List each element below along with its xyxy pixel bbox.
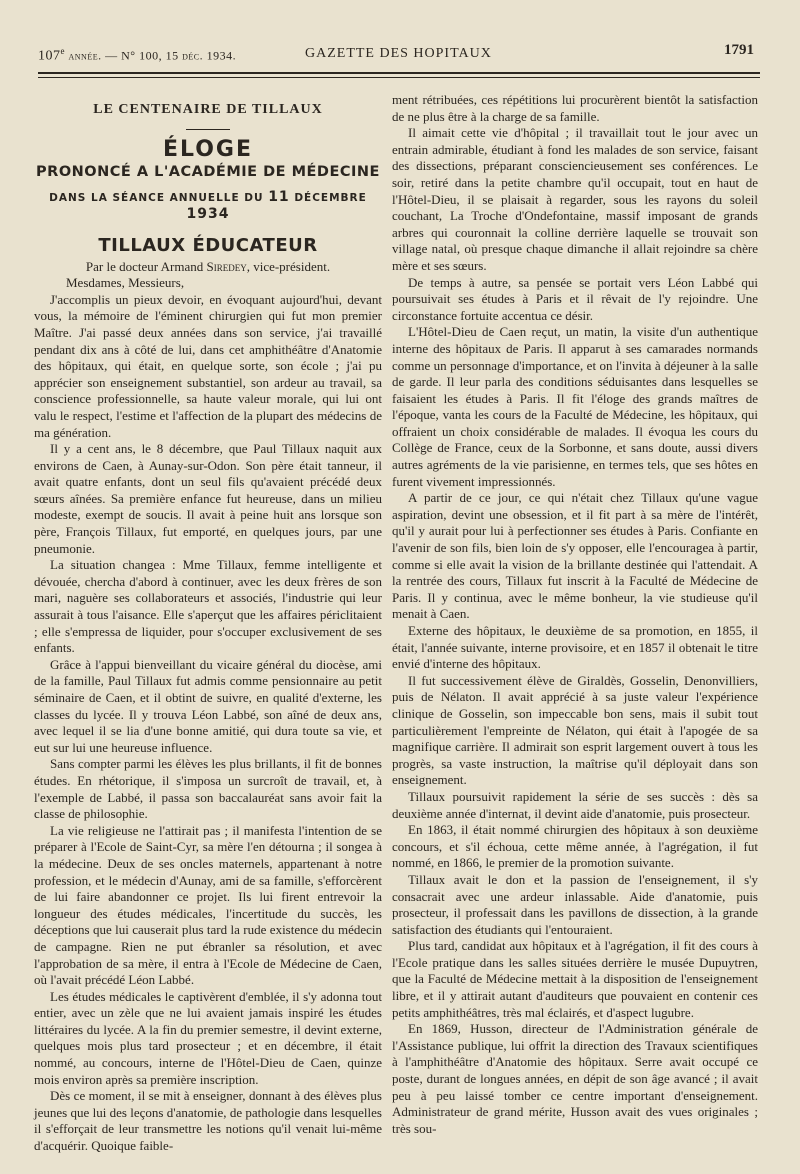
issue-info: [38, 46, 236, 65]
left-column: [34, 92, 382, 1155]
author-line: [34, 259, 382, 276]
paragraph: Il aimait cette vie d'hôpital ; il travaillait tout le jour avec un entrain admirable, étudiant à fond les malades de son service, faisant des dissections, préparant consciencieusement ses conférences. Le soir, retiré dans la petite chambre qu'il occupait, tout en haut de l'Hôtel-Dieu, il se plaisait à regarder, sous les rayons du soleil couchant, La Troche d'Ondefontaine, massif imposant de grands arbres qui couronnait la colline derrière laquelle se trouvait son village natal, où presque chaque dimanche il allait rejoindre sa chère mère et ses sœurs.: [392, 125, 758, 273]
eloge-heading: ÉLOGE: [162, 136, 254, 162]
issue-date: année. — N° 100, 15 déc. 1934.: [65, 48, 237, 63]
paragraph: La situation changea : Mme Tillaux, femme intelligente et dévouée, chercha d'abord à continuer, avec les deux frères de son mari, naguère ses collaborateurs et associés, l'industrie qui leur assurait à tous l'aisance. Elle s'aperçut que les affaires périclitaient ; elle s'empressa de liquider, pour s'occuper exclusivement de ses enfants.: [34, 557, 382, 656]
seance-line: [34, 189, 382, 224]
paragraph: Dès ce moment, il se mit à enseigner, donnant à des élèves plus jeunes que lui des leçons d'anatomie, de pathologie dans lesquelles il s'efforçait de leur transmettre les notions qu'il venait lui-même d'acquérir. Quoique faible-: [34, 1088, 382, 1154]
paragraph: En 1863, il était nommé chirurgien des hôpitaux à son deuxième concours, et s'il échoua, cette même année, à l'agrégation, il fut nommé, en 1866, le premier de la promotion suivante.: [392, 822, 758, 871]
paragraph: Tillaux poursuivit rapidement la série de ses succès : dès sa deuxième année d'internat, il devint aide d'anatomie, puis prosecteur.: [392, 788, 758, 821]
paragraph: L'Hôtel-Dieu de Caen reçut, un matin, la visite d'un authentique interne des hôpitaux de Paris. Il apparut à ses camarades normands comme un personnage d'importance, et on l'invita à déjeuner à la salle de garde. Il leur parla des conditions séduisantes dans lesquelles se faisaient les études à Paris. Il fit l'éloge des grands maîtres de l'époque, vanta les cours de la Faculté de Médecine, les hôpitaux, qui offraient un choix considérable de malades. Il évoqua les cours du Collège de France, ceux de la Sorbonne, et sans doute, aussi divers autres agréments de la vie parisienne, en termes tels, que ses hôtes en furent vivement impressionnés.: [392, 324, 758, 489]
paragraph: De temps à autre, sa pensée se portait vers Léon Labbé qui poursuivait ses études à Paris et il rêvait de l'y rejoindre. Une circonstance fortuite accentua ce désir.: [392, 274, 758, 323]
right-column: [392, 92, 758, 1137]
prononce-heading: PRONONCÉ A L'ACADÉMIE DE MÉDECINE: [36, 164, 380, 181]
paragraph: Il y a cent ans, le 8 décembre, que Paul Tillaux naquit aux environs de Caen, à Aunay-sur-Odon. Son père était tanneur, il avait quatre enfants, dont un seul fils qu'avaient précédé deux sœurs aînées. Sa première enfance fut heureuse, dans un milieu modeste, exempt de soucis. Il avait à peine huit ans lorsque son père, François Tillaux, fut emporté, en quelques jours, par une pneumonie.: [34, 441, 382, 556]
paragraph: La vie religieuse ne l'attirait pas ; il manifesta l'intention de se préparer à l'Ecole de Saint-Cyr, sa mère l'en détourna ; il songea à la médecine. Deux de ses oncles maternels, appartenant à notre profession, et le médecin d'Aunay, ami de sa famille, s'efforcèrent de lui faire abandonner ce projet. Ils lui firent entrevoir la longueur des études médicales, l'incertitude du succès, les déceptions que lui causerait plus tard la rude existence du médecin de campagne. Rien ne put ébranler sa résolution, et avec l'approbation de sa mère, il entra à l'Ecole de Médecine de Caen, où l'avait précédé Léon Labbé.: [34, 822, 382, 988]
paragraph: Externe des hôpitaux, le deuxième de sa promotion, en 1855, il était, l'année suivante, interne provisoire, et en 1857 il obtenait le titre envié d'interne des hôpitaux.: [392, 623, 758, 672]
paragraph: Les études médicales le captivèrent d'emblée, il s'y adonna tout entier, avec un zèle que ne lui avaient jamais inspiré les études littéraires du lycée. A la fin du premier semestre, il devint externe, quelques mois plus tard prosecteur ; et en décembre, il était nommé, au concours, interne de l'Hôtel-Dieu de Caen, quinze mois environ après sa première inscription.: [34, 988, 382, 1087]
seance-year: 1934: [186, 206, 230, 223]
paragraph: Tillaux avait le don et la passion de l'enseignement, il s'y consacrait avec une ardeur inlassable. Aide d'anatomie, puis prosecteur, il professait dans les pavillons de dissection, à la grande satisfaction des étudiants qui l'entouraient.: [392, 871, 758, 937]
paragraph: Sans compter parmi les élèves les plus brillants, il fit de bonnes études. En rhétorique, il s'imposa un surcroît de travail, et, à l'exemple de Labbé, il passa son baccalauréat sans avoir fait la classe de philosophie.: [34, 756, 382, 822]
paragraph: A partir de ce jour, ce qui n'était chez Tillaux qu'une vague aspiration, devint une obsession, et il fit part à sa mère de l'intérêt, qu'il y aurait pour lui à perfectionner ses études à Paris. Confiante en l'avenir de son fils, bien loin de s'y opposer, elle l'encouragea à partir, comme si elle avait la vision de la brillante destinée qui l'attendait. A la rentrée des cours, Tillaux fut inscrit à la Faculté de Médecine de Paris. Il y continua, avec le même bonheur, la vie studieuse qu'il menait à Caen.: [392, 490, 758, 622]
paragraph: Grâce à l'appui bienveillant du vicaire général du diocèse, ami de la famille, Paul Tillaux fut admis comme pensionnaire au petit séminaire de Caen, et il obtint de suivre, en qualité d'externe, les classes du lycée. Il y trouva Léon Labbé, son aîné de deux ans, avec lequel il se lia d'une bonne amitié, qui dura toute sa vie, et eut sur lui une heureuse influence.: [34, 656, 382, 755]
issue-number: 107: [38, 48, 61, 64]
seance-day: 11: [268, 188, 290, 205]
author-prefix: Par le docteur Armand: [85, 258, 207, 274]
paragraph: J'accomplis un pieux devoir, en évoquant aujourd'hui, devant vous, la mémoire de l'éminent chirurgien qui fut mon premier Maître. J'ai passé deux années dans son service, j'ai travaillé pendant dix ans à côté de lui, dans cet amphithéâtre d'Anatomie des hôpitaux, qui était, en quelque sorte, son école ; j'ai pu apprécier son enseignement substantiel, son ardeur au travail, sa conscience professionnelle, sa haute valeur morale, qui lui ont valu le respect, l'estime et l'affection de la plupart des médecins de ma génération.: [34, 291, 382, 440]
article-subtitle: TILLAUX ÉDUCATEUR: [98, 234, 318, 256]
salutation: Mesdames, Messieurs,: [66, 275, 185, 291]
header-rule-thin: [38, 77, 760, 78]
paragraph: ment rétribuées, ces répétitions lui procurèrent bientôt la satisfaction de ne plus être à la charge de sa famille.: [392, 92, 758, 124]
seance-text-1: DANS LA SÉANCE ANNUELLE DU: [49, 191, 269, 204]
author-role: , vice-président.: [246, 258, 331, 274]
page-number: 1791: [724, 42, 754, 58]
issue-ordinal: e: [60, 46, 65, 56]
journal-name: GAZETTE DES HOPITAUX: [305, 46, 492, 61]
section-title: LE CENTENAIRE DE TILLAUX: [93, 102, 323, 117]
paragraph: Il fut successivement élève de Giraldès, Gosselin, Denonvilliers, puis de Nélaton. Il avait apprécié à sa juste valeur l'expérience clinique de Gosselin, son impeccable bon sens, mais il subit tout particulièrement l'empreinte de Nélaton, qui était à l'apogée de sa magnifique carrière. Il admirait son esprit largement ouvert à tous les progrès, sa vaste instruction, la maîtrise qu'il déployait dans son enseignement.: [392, 672, 758, 788]
header-rule: [38, 72, 760, 74]
paragraph: Plus tard, candidat aux hôpitaux et à l'agrégation, il fit des cours à l'Ecole pratique dans les salles situées derrière le musée Dupuytren, que la Faculté de Médecine mettait à la disposition de l'enseignement libre, et il y attirait autant d'auditeurs que pouvaient en contenir ces petits amphithéâtres, très mal éclairés, et d'aspect lugubre.: [392, 938, 758, 1020]
author-surname: Siredey: [206, 258, 247, 274]
title-divider: [186, 129, 230, 130]
seance-text-2: DÉCEMBRE: [289, 191, 367, 204]
paragraph: En 1869, Husson, directeur de l'Administration générale de l'Assistance publique, lui offrit la direction des Travaux scientifiques à l'amphithéâtre d'Anatomie des hôpitaux. Serre avait occupé ce poste, durant de longues années, en dépit de son âge avancé ; il avait peu à peu laissé tomber ce centre important d'enseignement. Administrateur de grand mérite, Husson avait des vues originales ; très sou-: [392, 1021, 758, 1136]
